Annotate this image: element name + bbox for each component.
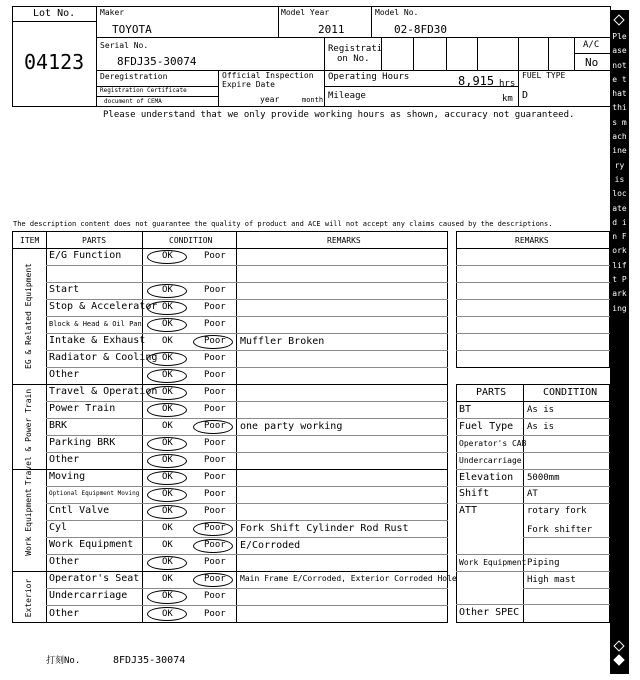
- hours-notice: Please understand that we only provide working hours as shown, accuracy not guaranteed.: [103, 110, 575, 120]
- poor-option: Poor: [204, 472, 226, 482]
- poor-option: Poor: [204, 353, 226, 363]
- deregistration-label: Deregistration: [100, 72, 168, 81]
- group-label-exterior: Exterior: [24, 578, 33, 618]
- part-label: Parking BRK: [49, 437, 116, 448]
- diamond-outline-icon: [613, 640, 624, 651]
- ok-option: OK: [162, 353, 173, 363]
- model-no-label: Model No.: [375, 8, 419, 17]
- inspection-label-1: Official Inspection: [222, 71, 314, 80]
- spec-value: High mast: [527, 574, 576, 585]
- hours-unit: hrs: [499, 79, 516, 89]
- ok-option: OK: [162, 387, 173, 397]
- selected-condition-circle: [147, 488, 187, 502]
- registration-label-1: Registrati: [328, 44, 383, 54]
- spec-part-label: Work Equipment: [459, 558, 527, 567]
- selected-condition-circle: [147, 556, 187, 570]
- ok-option: OK: [162, 472, 173, 482]
- part-label: Moving: [49, 471, 86, 482]
- condition-header: CONDITION: [169, 236, 213, 245]
- ok-option: OK: [162, 455, 173, 465]
- inspection-label-2: Expire Date: [222, 80, 275, 89]
- ok-option: OK: [162, 506, 173, 516]
- year-label: year: [260, 95, 280, 104]
- part-label: Optional Equipment Moving: [49, 489, 140, 497]
- spec-part-label: Elevation: [459, 471, 514, 483]
- selected-condition-circle: [147, 590, 187, 604]
- selected-condition-circle: [147, 250, 187, 264]
- selected-condition-circle: [147, 284, 187, 298]
- poor-option: Poor: [204, 370, 226, 380]
- selected-condition-circle: [147, 505, 187, 519]
- poor-option: Poor: [204, 455, 226, 465]
- ok-option: OK: [162, 421, 173, 431]
- ok-option: OK: [162, 489, 173, 499]
- fuel-type-label: FUEL TYPE: [522, 71, 566, 80]
- serial-label: Serial No.: [100, 41, 149, 50]
- poor-option: Poor: [204, 302, 226, 312]
- model-year-label: Model Year: [281, 8, 330, 17]
- part-label: Cntl Valve: [49, 505, 110, 516]
- maker-label: Maker: [100, 8, 125, 17]
- ac-label: A/C: [583, 40, 600, 50]
- side-note-strip: [610, 10, 629, 674]
- part-label: Intake & Exhaust: [49, 335, 146, 346]
- remark-text: E/Corroded: [240, 539, 301, 551]
- spec-part-label: Undercarriage: [459, 456, 522, 465]
- selected-condition-circle: [147, 471, 187, 485]
- spec-value: As is: [527, 421, 555, 432]
- selected-condition-circle: [147, 454, 187, 468]
- poor-option: Poor: [204, 387, 226, 397]
- poor-option: Poor: [204, 523, 226, 533]
- spec-part-label: Fuel Type: [459, 420, 514, 432]
- group-label-eg: EG & Related Equipment: [24, 263, 33, 369]
- selected-condition-circle: [193, 522, 233, 536]
- part-label: Operator's Seat: [49, 573, 140, 584]
- selected-condition-circle: [193, 573, 233, 587]
- diamond-outline-icon: [613, 14, 624, 25]
- operating-hours-value: 8,915: [458, 74, 495, 88]
- remarks-header: REMARKS: [327, 236, 361, 245]
- ac-value: No: [585, 56, 599, 69]
- poor-option: Poor: [204, 608, 226, 619]
- poor-option: Poor: [204, 438, 226, 448]
- disclaimer: The description content does not guarantee the quality of product and ACE will not accept any claims caused by the descriptions.: [13, 220, 553, 228]
- part-label: Block & Head & Oil Pan: [49, 319, 142, 328]
- poor-option: Poor: [204, 489, 226, 499]
- ok-option: OK: [162, 557, 173, 567]
- side-note: Please note that this machinery is located in Forklift Parking: [612, 32, 627, 313]
- registration-certificate-label: Registration Certificate: [100, 87, 187, 94]
- maker-value: TOYOTA: [112, 23, 152, 36]
- month-label: month: [302, 96, 324, 104]
- remark-text: Fork Shift Cylinder Rod Rust: [240, 522, 409, 534]
- selected-condition-circle: [147, 352, 187, 366]
- part-label: Other: [49, 607, 80, 619]
- part-label: E/G Function: [49, 250, 122, 261]
- remark-text: Main Frame E/Corroded, Exterior Corroded Hole: [240, 573, 457, 583]
- part-label: Stop & Accelerator: [49, 301, 158, 312]
- spec-part-label: Operator's CAB: [459, 439, 527, 448]
- ok-option: OK: [162, 591, 173, 601]
- selected-condition-circle: [147, 437, 187, 451]
- ok-option: OK: [162, 540, 173, 550]
- poor-option: Poor: [204, 285, 226, 295]
- poor-option: Poor: [204, 251, 226, 261]
- part-label: Radiator & Cooling: [49, 352, 158, 363]
- ok-option: OK: [162, 336, 173, 346]
- right-remarks-header: REMARKS: [515, 236, 549, 245]
- ok-option: OK: [162, 574, 173, 584]
- ok-option: OK: [162, 285, 173, 295]
- ok-option: OK: [162, 370, 173, 380]
- selected-condition-circle: [147, 403, 187, 417]
- part-label: Undercarriage: [49, 590, 128, 601]
- part-label: Cyl: [49, 522, 68, 533]
- ok-option: OK: [162, 438, 173, 448]
- poor-option: Poor: [204, 421, 226, 431]
- spec-part-label: Other SPEC: [459, 606, 520, 618]
- lot-label: Lot No.: [33, 8, 76, 19]
- spec-value: rotary fork: [527, 505, 587, 516]
- item-header: ITEM: [20, 236, 40, 245]
- part-label: Start: [49, 284, 80, 295]
- ok-option: OK: [162, 523, 173, 533]
- part-label: Power Train: [49, 403, 116, 414]
- group-label-work: Work Equipment: [24, 488, 33, 556]
- spec-value: Fork shifter: [527, 524, 593, 535]
- spec-parts-header: PARTS: [476, 387, 507, 398]
- mileage-unit: km: [502, 94, 513, 104]
- ok-option: OK: [162, 319, 173, 329]
- spec-value: 5000mm: [527, 472, 560, 483]
- part-label: Other: [49, 369, 80, 380]
- model-year-value: 2011: [318, 23, 345, 36]
- part-label: Other: [49, 454, 80, 465]
- ok-option: OK: [162, 251, 173, 261]
- poor-option: Poor: [204, 540, 226, 550]
- group-label-travel: Travel & Power Train: [24, 388, 33, 486]
- selected-condition-circle: [193, 420, 233, 434]
- serial-value: 8FDJ35-30074: [117, 55, 197, 68]
- lot-number: 04123: [24, 50, 85, 74]
- part-label: Work Equipment: [49, 539, 134, 550]
- poor-option: Poor: [204, 557, 226, 567]
- spec-value: As is: [527, 404, 555, 415]
- selected-condition-circle: [147, 607, 187, 621]
- selected-condition-circle: [147, 386, 187, 400]
- selected-condition-circle: [193, 335, 233, 349]
- remark-text: one party working: [240, 420, 343, 432]
- ok-option: OK: [162, 608, 173, 619]
- stamp-value: 8FDJ35-30074: [113, 655, 186, 666]
- parts-header: PARTS: [82, 236, 107, 245]
- ok-option: OK: [162, 404, 173, 414]
- fuel-type-value: D: [522, 90, 529, 101]
- spec-condition-header: CONDITION: [543, 387, 598, 398]
- stamp-label: 打刻No.: [46, 656, 81, 666]
- poor-option: Poor: [204, 319, 226, 329]
- spec-part-label: ATT: [459, 504, 478, 516]
- ok-option: OK: [162, 302, 173, 312]
- selected-condition-circle: [147, 318, 187, 332]
- part-label: BRK: [49, 420, 68, 431]
- registration-label-2: on No.: [337, 54, 370, 64]
- remark-text: Muffler Broken: [240, 335, 325, 347]
- selected-condition-circle: [193, 539, 233, 553]
- cema-document-label: document of CEMA: [104, 98, 162, 105]
- part-label: Other: [49, 556, 80, 567]
- spec-value: AT: [527, 488, 538, 499]
- selected-condition-circle: [147, 369, 187, 383]
- part-label: Travel & Operation: [49, 386, 158, 397]
- poor-option: Poor: [204, 336, 226, 346]
- spec-part-label: Shift: [459, 487, 490, 499]
- poor-option: Poor: [204, 591, 226, 601]
- poor-option: Poor: [204, 506, 226, 516]
- spec-value: Piping: [527, 557, 560, 568]
- mileage-label: Mileage: [328, 91, 366, 101]
- model-no-value: 02-8FD30: [394, 23, 447, 36]
- operating-hours-label: Operating Hours: [328, 72, 410, 82]
- poor-option: Poor: [204, 574, 226, 584]
- selected-condition-circle: [147, 301, 187, 315]
- spec-part-label: BT: [459, 403, 472, 415]
- poor-option: Poor: [204, 404, 226, 414]
- diamond-filled-icon: [613, 654, 624, 665]
